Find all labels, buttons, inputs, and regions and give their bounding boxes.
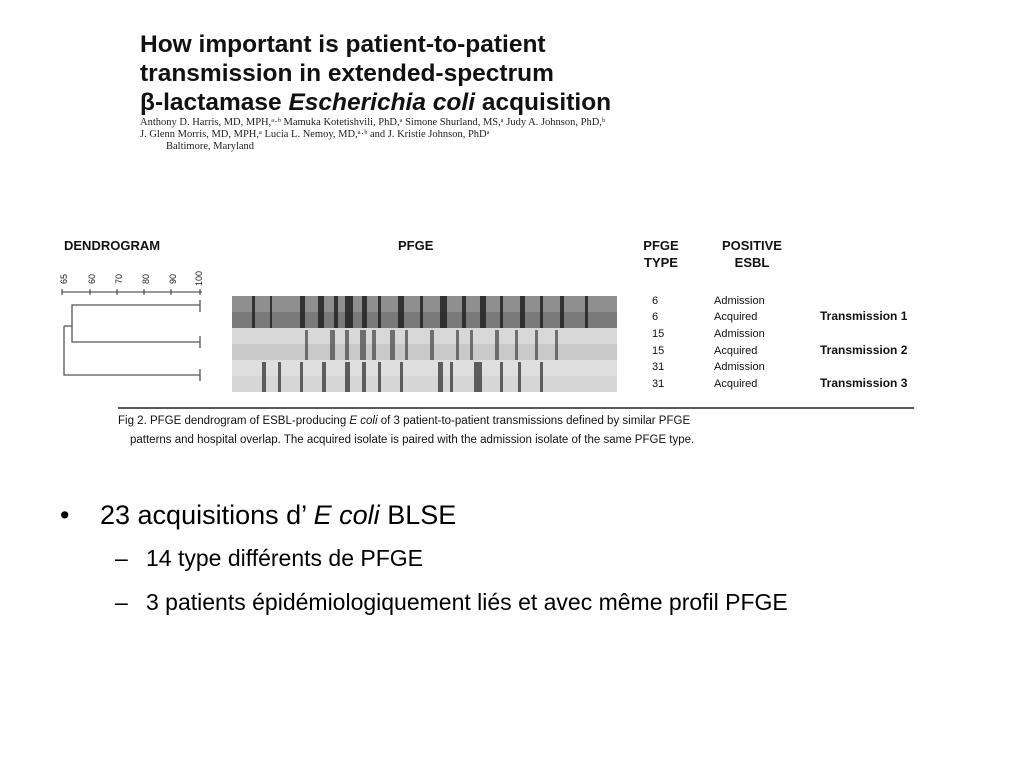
bullet-main: [60, 497, 1000, 533]
title-beta: β-lactamase: [140, 89, 282, 116]
bullet-dot-icon: •: [60, 500, 70, 530]
esbl-status: Admission: [714, 361, 765, 373]
header-pfge: PFGE: [398, 238, 434, 253]
bullet-sub: [60, 543, 1000, 573]
caption-organism: E coli: [349, 415, 378, 427]
scale-ruler: [62, 289, 202, 295]
authors-location: Baltimore, Maryland: [166, 141, 255, 152]
caption-part-b: of 3 patient-to-patient transmissions defined by similar PFGE: [380, 415, 691, 427]
bullet-dash-icon: –: [115, 545, 128, 571]
scale-tick: 90: [168, 273, 178, 284]
esbl-status: Acquired: [714, 378, 758, 390]
caption-line-2: patterns and hospital overlap. The acquired isolate is paired with the admission isolate of the same PFGE type.: [130, 434, 695, 446]
bullet-main-organism: E coli: [313, 500, 380, 530]
bullet-sub: [60, 587, 1000, 617]
bullet-dash-icon: –: [115, 589, 128, 615]
bullet-sub-text: 3 patients épidémiologiquement liés et avec même profil PFGE: [146, 589, 788, 615]
esbl-status: Acquired: [714, 311, 758, 323]
title-organism: Escherichia coli: [288, 89, 475, 116]
pfge-type-value: 31: [652, 361, 665, 373]
header-positive-esbl-line-2: ESBL: [734, 255, 770, 270]
transmission-label: Transmission 1: [820, 309, 908, 323]
bullet-sub-text: 14 type différents de PFGE: [146, 545, 424, 571]
pfge-gel: [232, 296, 617, 392]
dendrogram-tree: [64, 300, 200, 381]
transmission-label: Transmission 2: [820, 343, 908, 357]
paper-title-line-1: How important is patient-to-patient: [140, 31, 546, 58]
pfge-type-value: 15: [652, 345, 665, 357]
esbl-status: Admission: [714, 295, 765, 307]
pfge-type-value: 15: [652, 328, 665, 340]
caption-part-a: PFGE dendrogram of ESBL-producing: [149, 415, 347, 427]
bullet-list: [60, 497, 1000, 617]
scale-tick: 70: [114, 273, 124, 284]
scale-tick: 60: [87, 273, 97, 284]
paper-title-line-2: transmission in extended-spectrum: [140, 60, 554, 87]
caption-label: Fig 2.: [118, 415, 147, 427]
pfge-type-value: 6: [652, 311, 659, 323]
esbl-status: Admission: [714, 328, 765, 340]
figure-caption: [118, 412, 918, 450]
authors-line-2: J. Glenn Morris, MD, MPH,ᵃ Lucia L. Nemoy, MD,ᵃ·ᵇ and J. Kristie Johnson, PhDᵃ: [140, 129, 490, 140]
bullet-main-text-a: 23 acquisitions d’: [100, 500, 307, 530]
pfge-type-value: 31: [652, 378, 665, 390]
transmission-label: Transmission 3: [820, 376, 908, 390]
bullet-main-text-b: BLSE: [387, 500, 457, 530]
scale-tick: 100: [194, 270, 204, 286]
esbl-status: Acquired: [714, 345, 758, 357]
pfge-type-value: 6: [652, 295, 659, 307]
scale-tick: 65: [59, 273, 69, 284]
authors-line-1: Anthony D. Harris, MD, MPH,ᵃ·ᵇ Mamuka Kotetishvili, PhD,ᵃ Simone Shurland, MS,ᵃ Judy A. Johnson, PhD,ᵇ: [140, 117, 606, 128]
header-pfge-type-line-2: TYPE: [644, 255, 678, 270]
title-end: acquisition: [481, 89, 612, 116]
header-positive-esbl-line-1: POSITIVE: [722, 238, 782, 253]
scale-tick: 80: [141, 273, 151, 284]
header-dendrogram: DENDROGRAM: [64, 238, 161, 253]
header-pfge-type-line-1: PFGE: [643, 238, 679, 253]
